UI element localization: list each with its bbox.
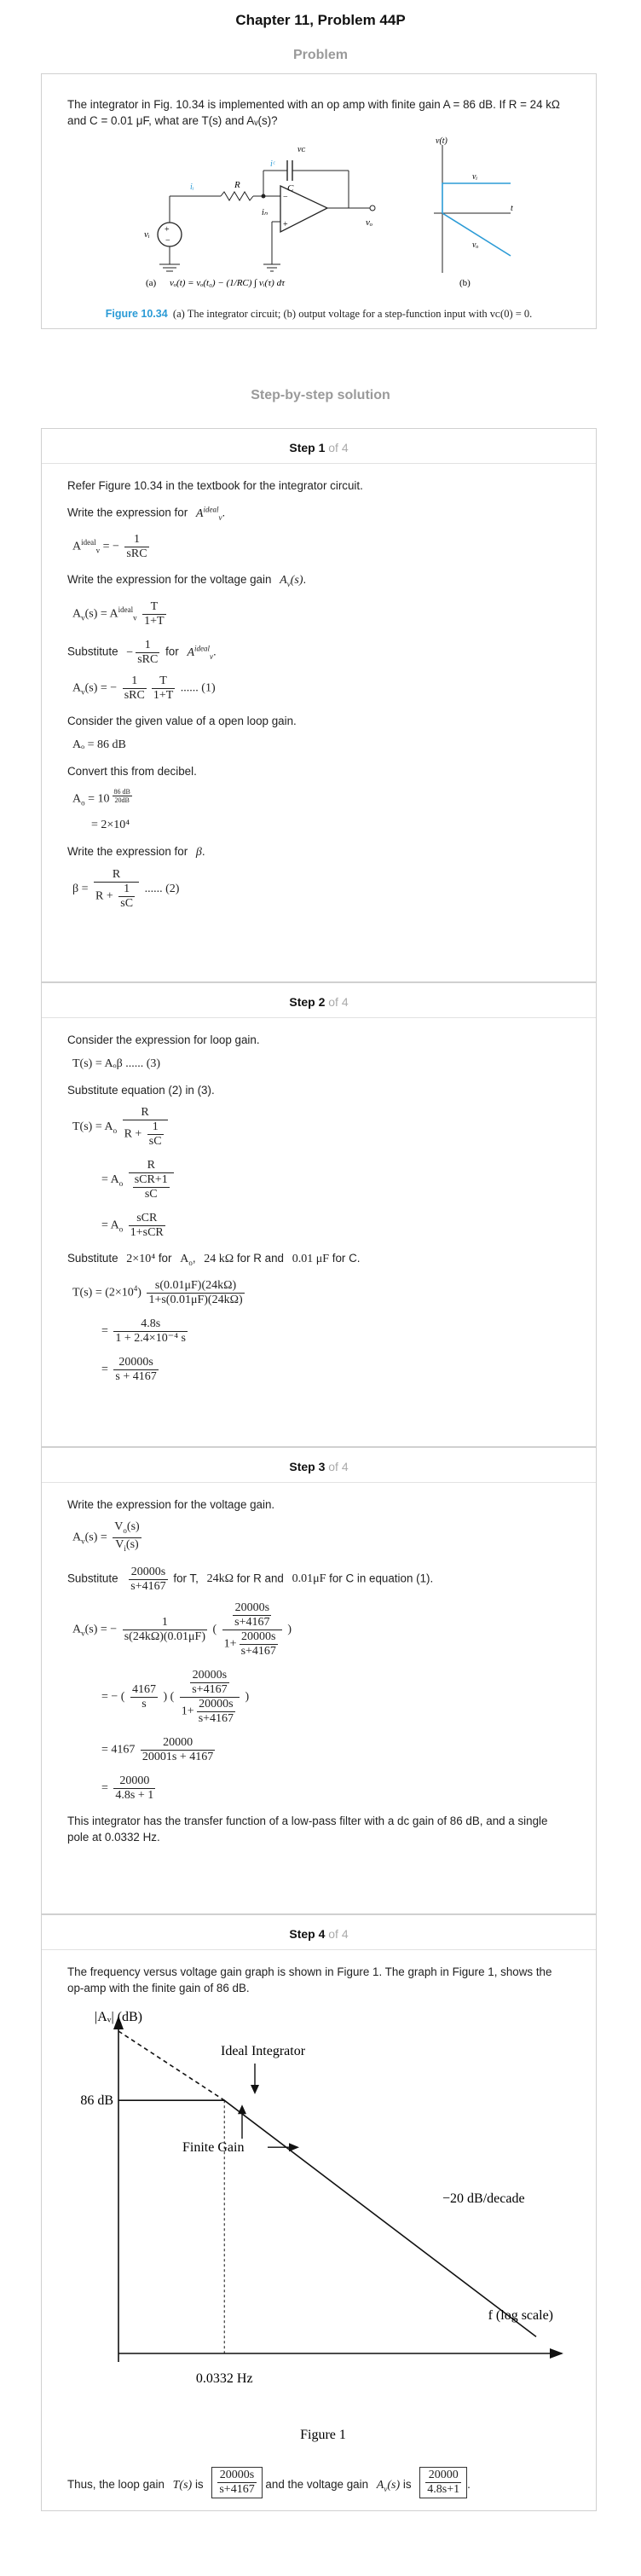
problem-card [41,73,597,329]
figure-label: Figure 10.34 [105,308,168,320]
step-4-title: Step 4 of 4 [289,1927,349,1941]
svg-text:(a): (a) [146,278,157,288]
arrowhead-finite-up [238,2104,246,2114]
svg-text:vₒ: vₒ [472,240,479,250]
eq-a-v-sub: $A_v(s)$ = − $\frac{1}{\text{sRC}}$ $\frac{T}{1+T}$ ...... (1) [72,674,216,703]
svg-text:R: R [234,180,240,190]
step-1-card: Step 1 of 4 Refer Figure 10.34 in the textbook for the integrator circuit. Write the expression for $A^{ideal}_v$. $A^{ideal}_v$ = − $\frac{1}{\text{sRC}}$ Write the expression for the voltage gain $A_v(s)$. $A_v(s) = A^{ideal}_v$ $\frac{T}{1+T}$ Substitute − $\frac{1}{\text{sRC}}$ for $A^{ideal}_v$. $A_v(s)$ = − $\frac{1}{\text{sRC}}$ $\frac{T}{1+T}$ ...... (1) Consider the given value of a open loop gain. Aₒ = 86 dB Convert this from decibel. $A_o = 10$ $^{\frac{86 dB}{20dB}}$ = 2×10⁴ Write the expression for β. β = R R + $\frac{1}{sC}$ ...... (2) [41,428,597,982]
eq-av2: = − ( $\frac{4167}{s}$ ) ( $\frac{20000s}{s+4167}$ 1+ $\frac{20000s}{s+4167}$ ) [101,1668,250,1725]
svg-text:v(t): v(t) [436,136,448,146]
figure-caption [67,306,570,322]
svg-text:vᵢ: vᵢ [144,229,150,240]
svg-text:+: + [283,220,288,229]
eq-av1: $A_v(s)$ = − $\frac{1}{s(24k\Omega)(0.01\mu F)}$ ( $\frac{20000s}{s+4167}$ 1+ $\frac{20000s}{s+4167}$ ) [72,1601,292,1658]
step-3-title: Step 3 of 4 [289,1460,349,1473]
eq-a-ideal: $A^{ideal}_v$ = − $\frac{1}{\text{sRC}}$ [72,533,147,561]
problem-text: The integrator in Fig. 10.34 is implemented with an op amp with finite gain A = 86 dB. If R = 24 kΩ and C = 0.01 μF, what are T(s) and Aᵥ(s)? [67,98,560,127]
y-axis-label: |Aᵥ| (dB) [95,2010,142,2024]
eq-a0: Aₒ = 86 dB [72,738,126,752]
page-title: Chapter 11, Problem 44P [235,12,406,28]
eq-t5: = $\frac{4.8s}{\text{1 + 2.4×10⁻⁴ s}}$ [101,1317,186,1345]
x-tick-label: 0.0332 Hz [195,2371,253,2386]
eq-av4: = $\frac{20000}{4.8s + 1}$ [101,1774,154,1802]
svg-text:+: + [165,225,170,234]
eq-loop: T(s) = Aₒβ ...... (3) [72,1057,161,1070]
eq-t6: = $\frac{20000s}{s + 4167}$ [101,1355,157,1383]
eq-a0-conv: $A_o = 10$ $^{\frac{86 dB}{20dB}}$ [72,787,130,808]
result-loop-gain: $\frac{20000s}{s+4167}$ [211,2467,262,2498]
svg-text:(b): (b) [459,278,471,288]
svg-text:iᶜ: iᶜ [270,159,275,169]
solution-heading: Step-by-step solution [251,388,390,402]
svg-text:iᵢ: iᵢ [190,182,194,192]
x-axis-arrow [550,2348,563,2359]
eq-vgain: $A_v(s)$ = $\frac{V_o(s)}{V_i(s)}$ [72,1520,570,1555]
step-4-card: Step 4 of 4 The frequency versus voltage gain graph is shown in Figure 1. The graph in Figure 1, shows the op-amp with the finite gain of 86 dB. |Aᵥ| (dB) 86 dB 0.0332 Hz f (log scale) Ideal Integrator Finite Gain −20 dB/decade Figure 1 Thus, the loop gain T(s) is $\frac{20000s}{s+4167}$ and the voltage gain $A_v(s)$ is $\frac{20000}{4.8s+1}$ . [41,1914,597,2511]
eq-beta: β = R R + $\frac{1}{sC}$ ...... (2) [72,867,180,910]
step-1-title: Step 1 of 4 [289,441,349,454]
y-tick-label: 86 dB [80,2093,113,2109]
annotation-slope: −20 dB/decade [442,2191,525,2207]
bode-plot [67,2004,579,2456]
figure-title: Figure 1 [300,2428,346,2442]
result-voltage-gain: $\frac{20000}{4.8s+1}$ [419,2467,467,2498]
svg-text:iₙ: iₙ [262,208,268,217]
eq-t4: $T(s) = (2\times 10^4)$ $\frac{s(0.01\mu F)(24k\Omega)}{1+s(0.01\mu F)(24k\Omega)}$ [72,1278,243,1306]
svg-text:vₒ(t) = vₒ(t₀) − (1/RC) ∫ vᵢ(τ: vₒ(t) = vₒ(t₀) − (1/RC) ∫ vᵢ(τ) dτ [170,278,286,288]
step3-conclusion: This integrator has the transfer function of a low-pass filter with a dc gain of 86 dB, and a single pole at 0.0332 Hz. [67,1814,548,1844]
svg-text:vᵢ: vᵢ [472,172,478,182]
annotation-ideal-integrator: Ideal Integrator [221,2044,306,2058]
svg-text:C: C [287,183,294,194]
step-2-card: Step 2 of 4 Consider the expression for loop gain. T(s) = Aₒβ ...... (3) Substitute equation (2) in (3). $T(s) = A_o$ R R + $\frac{1}{sC}$ = $A_o$ $\frac{R}{\frac{\text{sCR+1}}{sC}}$ = $A_o$ $\frac{\text{sCR}}{\text{1+sCR}}$ Substitute 2×10⁴ for $A_o$, 24 kΩ for R and 0.01 μF for C. $T(s) = (2\times 10^4)$ $\frac{s(0.01\mu F)(24k\Omega)}{1+s(0.01\mu F)(24k\Omega)}$ = $\frac{4.8s}{\text{1 + 2.4×10⁻⁴ s}}$ = $\frac{20000s}{s + 4167}$ [41,982,597,1447]
svg-text:−: − [165,236,170,246]
eq-a0-val: = 2×10⁴ [91,818,130,831]
figure-caption-text: (a) The integrator circuit; (b) output voltage for a step-function input with vᴄ(0) = 0. [172,308,533,320]
svg-text:vᴄ: vᴄ [297,145,305,154]
eq-t1: $T(s) = A_o$ R R + $\frac{1}{sC}$ [72,1106,570,1149]
eq-av3: = 4167 $\frac{20000}{20001s + 4167}$ [101,1735,214,1763]
series-line-finite-gain [118,2100,536,2336]
series-line-ideal-integrator [118,2031,224,2100]
integrator-figure [84,136,579,298]
eq-a-v: $A_v(s) = A^{ideal}_v$ $\frac{T}{1+T}$ [72,600,165,628]
annotation-finite-gain: Finite Gain [182,2140,245,2156]
step-3-card: Step 3 of 4 Write the expression for the voltage gain. $A_v(s)$ = $\frac{V_o(s)}{V_i(s)}$ Substitute $\frac{20000s}{s+4167}$ for T, 24kΩ for R and 0.01μF for C in equation (1). $A_v(s)$ = − $\frac{1}{s(24k\Omega)(0.01\mu F)}$ ( $\frac{20000s}{s+4167}$ 1+ $\frac{20000s}{s+4167}$ ) = − ( $\frac{4167}{s}$ ) ( $\frac{20000s}{s+4167}$ 1+ $\frac{20000s}{s+4167}$ ) = 4167 $\frac{20000}{20001s + 4167}$ = $\frac{20000}{4.8s + 1}$ This integrator has the transfer function of a low-pass filter with a dc gain of 86 dB, and a single pole at 0.0332 Hz. [41,1447,597,1914]
problem-heading: Problem [292,48,348,62]
step1-line: Refer Figure 10.34 in the textbook for the integrator circuit. [67,479,363,492]
arrowhead-ideal [251,2085,259,2094]
eq-t3: = $A_o$ $\frac{\text{sCR}}{\text{1+sCR}}$ [101,1212,164,1239]
svg-text:vₒ: vₒ [366,217,373,228]
svg-text:−: − [283,193,288,202]
x-axis-label: f (log scale) [488,2308,553,2323]
step-2-title: Step 2 of 4 [289,995,349,1009]
svg-text:t: t [511,204,513,213]
arrowhead-finite-right [289,2143,299,2151]
eq-t2: = $A_o$ $\frac{R}{\frac{\text{sCR+1}}{sC}}$ [101,1159,570,1201]
